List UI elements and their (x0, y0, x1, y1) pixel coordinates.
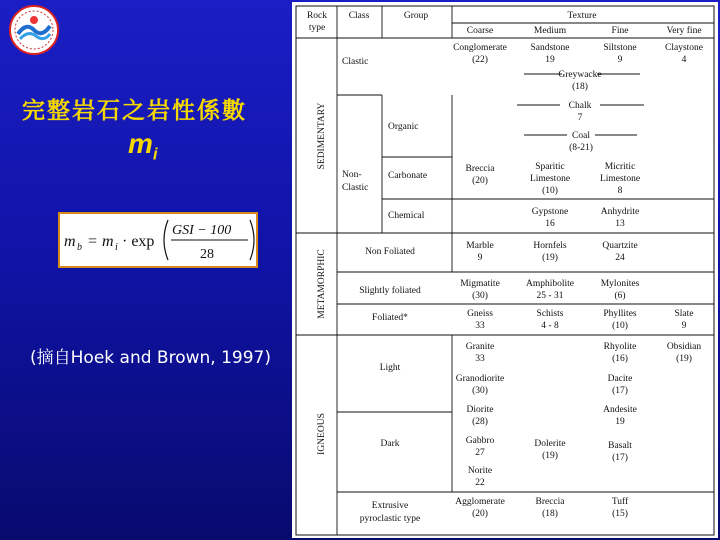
cell-anhydrite-v: 13 (615, 219, 625, 229)
cell-claystone-v: 4 (681, 55, 687, 65)
cell-norite-v: 22 (475, 478, 485, 488)
cell-micritic-v: 8 (617, 186, 623, 196)
cell-conglomerate-v: (22) (472, 55, 488, 65)
logo (6, 4, 62, 56)
cell-sandstone: Sandstone (530, 43, 570, 53)
class-nonclastic-2: Clastic (342, 183, 369, 193)
cell-coal: Coal (572, 131, 590, 141)
formula-box (58, 212, 258, 268)
cell-tuff-v: (15) (612, 509, 628, 519)
hdr-group: Group (403, 11, 429, 21)
cell-marble: Marble (466, 241, 494, 251)
cell-norite: Norite (467, 466, 493, 476)
citation: (摘自Hoek and Brown, 1997) (30, 348, 271, 368)
cell-breccia-igneous-v: (18) (542, 509, 558, 519)
cell-diorite: Diorite (466, 405, 494, 415)
cell-gypstone-v: 16 (545, 219, 555, 229)
cell-rhyolite-v: (16) (612, 354, 628, 364)
hdr-fine: Fine (611, 26, 629, 36)
cell-chalk: Chalk (568, 101, 592, 111)
group-carbonate: Carbonate (388, 171, 428, 181)
class-extrusive-2: pyroclastic type (359, 514, 421, 524)
hdr-type: type (308, 23, 326, 33)
cell-sparitic-1: Sparitic (535, 162, 565, 172)
cell-gabbro: Gabbro (465, 436, 495, 446)
hdr-very-fine: Very fine (666, 26, 702, 36)
cell-breccia-v: (20) (472, 176, 488, 186)
cell-anhydrite: Anhydrite (600, 207, 640, 217)
hdr-class: Class (348, 11, 370, 21)
formula-rhs-sub: i (115, 242, 118, 253)
formula-numerator: GSI − 100 (172, 223, 232, 238)
cell-rhyolite: Rhyolite (603, 342, 637, 352)
formula-right-paren (250, 220, 254, 260)
cell-gneiss: Gneiss (467, 309, 493, 319)
group-organic: Organic (388, 122, 419, 132)
formula-lhs-sub: b (77, 242, 82, 253)
section-igneous: IGNEOUS (317, 413, 327, 455)
cell-diorite-v: (28) (472, 417, 488, 427)
cell-tuff: Tuff (611, 497, 629, 507)
cell-breccia-igneous: Breccia (535, 497, 565, 507)
cell-migmatite: Migmatite (460, 279, 500, 289)
formula-equals: = (88, 233, 98, 250)
cell-breccia: Breccia (465, 164, 495, 174)
table-frame (296, 6, 714, 535)
slide-title: 完整岩石之岩性係數 (22, 97, 247, 124)
cell-coal-v: (8-21) (569, 143, 593, 153)
cell-claystone: Claystone (665, 43, 703, 53)
cell-amphibolite: Amphibolite (525, 279, 575, 289)
class-dark: Dark (380, 439, 400, 449)
cell-obsidian: Obsidian (666, 342, 702, 352)
class-clastic: Clastic (342, 57, 369, 67)
class-light: Light (379, 363, 401, 373)
class-extrusive-1: Extrusive (371, 501, 409, 511)
cell-granite: Granite (465, 342, 495, 352)
cell-mylonites-v: (6) (614, 291, 626, 301)
cell-granodiorite: Granodiorite (455, 374, 505, 384)
cell-siltstone-v: 9 (617, 55, 623, 65)
cell-marble-v: 9 (477, 253, 483, 263)
cell-schists: Schists (536, 309, 564, 319)
hdr-texture: Texture (567, 11, 597, 21)
title-symbol-m: m (128, 128, 153, 159)
cell-basalt: Basalt (608, 441, 632, 451)
hdr-medium: Medium (533, 26, 567, 36)
hdr-rock: Rock (306, 11, 328, 21)
cell-granodiorite-v: (30) (472, 386, 488, 396)
cell-sparitic-v: (10) (542, 186, 558, 196)
title-symbol (128, 128, 158, 165)
rock-mi-table (292, 2, 718, 538)
cell-micritic-2: Limestone (599, 174, 641, 184)
formula-denominator: 28 (200, 247, 214, 262)
cell-dolerite-v: (19) (542, 451, 558, 461)
cell-schists-v: 4 - 8 (541, 321, 559, 331)
cell-gabbro-v: 27 (475, 448, 485, 458)
cell-quartzite: Quartzite (602, 241, 638, 251)
cell-andesite: Andesite (603, 405, 637, 415)
cell-sandstone-v: 19 (545, 55, 555, 65)
cell-dacite-v: (17) (612, 386, 628, 396)
cell-migmatite-v: (30) (472, 291, 488, 301)
formula-rhs-m: m (102, 233, 114, 250)
cell-micritic-1: Micritic (604, 162, 636, 172)
cell-quartzite-v: 24 (615, 253, 625, 263)
cell-basalt-v: (17) (612, 453, 628, 463)
cell-slate-v: 9 (681, 321, 687, 331)
rock-mi-table-grid (292, 2, 718, 538)
cell-agglomerate-v: (20) (472, 509, 488, 519)
group-foliated: Foliated* (372, 313, 408, 323)
cell-gypstone: Gypstone (531, 207, 569, 217)
formula-exp: · exp (122, 233, 155, 250)
cell-chalk-v: 7 (577, 113, 583, 123)
cell-phyllites-v: (10) (612, 321, 628, 331)
cell-amphibolite-v: 25 - 31 (536, 291, 564, 301)
cell-conglomerate: Conglomerate (453, 43, 507, 53)
class-nonclastic-1: Non- (342, 170, 362, 180)
cell-greywacke: Greywacke (558, 70, 602, 80)
group-non-foliated: Non Foliated (365, 247, 415, 257)
hdr-coarse: Coarse (466, 26, 494, 36)
formula-left-paren (164, 220, 168, 260)
title-symbol-sub: i (152, 144, 158, 164)
cell-dolerite: Dolerite (534, 439, 566, 449)
cell-granite-v: 33 (475, 354, 485, 364)
formula-lhs-m: m (64, 233, 76, 250)
cell-sparitic-2: Limestone (529, 174, 571, 184)
cell-hornfels: Hornfels (533, 241, 567, 251)
formula-graphic (60, 214, 256, 266)
cell-phyllites: Phyllites (603, 309, 637, 319)
cell-andesite-v: 19 (615, 417, 625, 427)
cell-obsidian-v: (19) (676, 354, 692, 364)
group-slightly-foliated: Slightly foliated (359, 286, 421, 296)
cell-greywacke-v: (18) (572, 82, 588, 92)
cell-gneiss-v: 33 (475, 321, 485, 331)
cell-hornfels-v: (19) (542, 253, 558, 263)
cell-mylonites: Mylonites (600, 279, 640, 289)
cell-agglomerate: Agglomerate (455, 497, 505, 507)
section-metamorphic: METAMORPHIC (317, 249, 327, 319)
group-chemical: Chemical (388, 211, 425, 221)
section-sedimentary: SEDIMENTARY (317, 102, 327, 170)
cell-siltstone: Siltstone (603, 43, 637, 53)
cell-slate: Slate (674, 309, 694, 319)
cell-dacite: Dacite (607, 374, 633, 384)
